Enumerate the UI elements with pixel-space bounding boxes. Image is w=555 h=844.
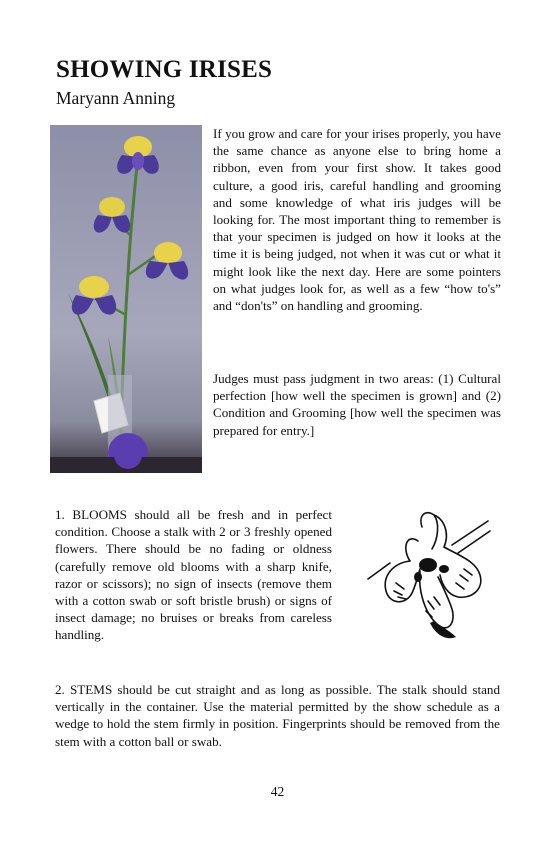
stems-paragraph: 2. STEMS should be cut straight and as long as possible. The stalk should stand vertically in the container. Use the material permitted by the show schedule as a wedge to hold the stem firmly in position. Fingerprints should be removed from the stem with a cotton ball or swab. [55,682,500,749]
iris-stalk-photo [50,125,202,473]
article-author: Maryann Anning [56,88,176,108]
iris-flower-sketch [360,505,495,655]
page-number: 42 [270,784,285,799]
intro-paragraph: If you grow and care for your irises properly, you have the same chance as anyone else to bring home a ribbon, even from your first show. It takes good culture, a good iris, careful handling and grooming and some knowledge of what iris judges will be looking for. The most important thing to remember is that your specimen is judged on how it looks at the time it is being judged, not when it was cut or what it might look like the next day. Here are some pointers on what judges look for, as well as a few “how to's” and “don'ts” on handling and grooming. [213,126,501,314]
blooms-paragraph: 1. BLOOMS should all be fresh and in perfect condition. Choose a stalk with 2 or 3 freshly opened flowers. There should be no fading or oldness (carefully remove old blooms with a sharp knife, razor or scissors); no sign of insects (remove them with a cotton swab or soft bristle brush) or signs of insect damage; no bruises or breaks from careless handling. [55,507,332,643]
article-title: SHOWING IRISES [56,56,273,83]
judges-paragraph: Judges must pass judgment in two areas: (1) Cultural perfection [how well the specimen is grown] and (2) Condition and Grooming [how well the specimen was prepared for entry.] [213,371,501,438]
